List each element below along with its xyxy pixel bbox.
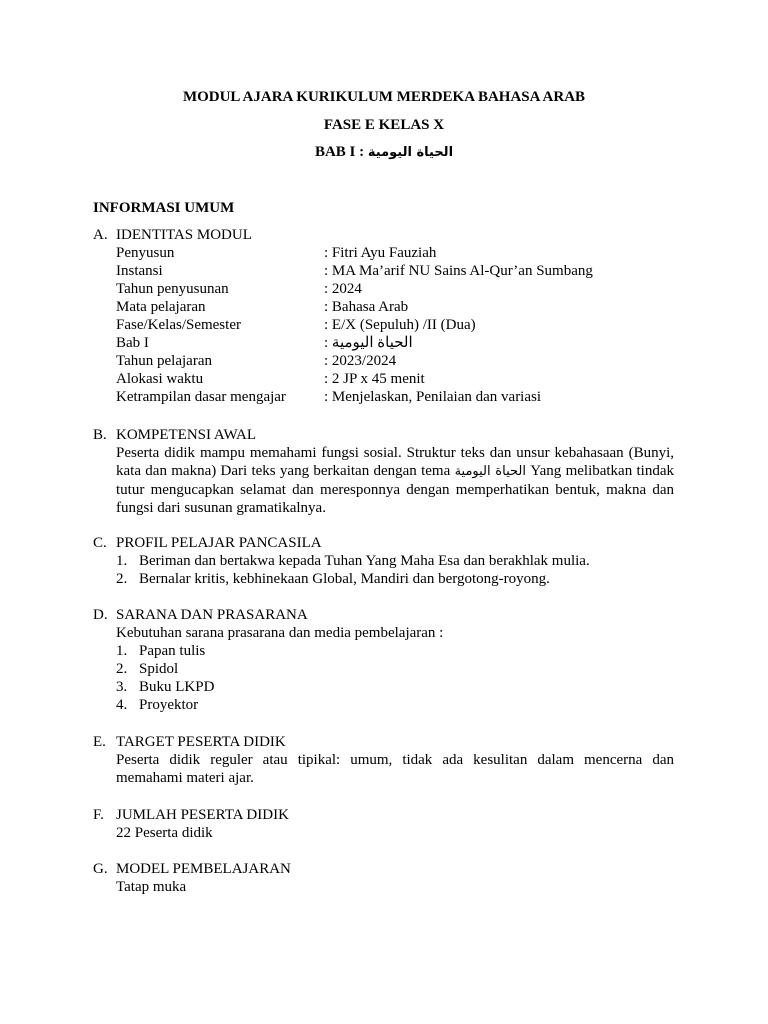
list-item (116, 642, 674, 660)
list-item (116, 678, 674, 696)
identity-table (116, 244, 674, 406)
section-title: MODEL PEMBELAJARAN (116, 861, 291, 877)
list-text: Papan tulis (139, 643, 206, 659)
list-item (116, 570, 674, 588)
list-text: Buku LKPD (139, 679, 215, 695)
identity-key: Fase/Kelas/Semester (116, 317, 241, 333)
section-title: IDENTITAS MODUL (116, 227, 252, 243)
document-subtitle-phase: FASE E KELAS X (323, 117, 445, 133)
section-header (93, 806, 674, 824)
section-title: PROFIL PELAJAR PANCASILA (116, 535, 322, 551)
identity-key: Instansi (116, 263, 163, 279)
list-text: Spidol (139, 661, 179, 677)
section-model (93, 860, 674, 896)
model-text: Tatap muka (116, 879, 187, 895)
sarana-body (116, 624, 674, 714)
section-title: JUMLAH PESERTA DIDIK (116, 807, 289, 823)
section-letter: E. (93, 734, 106, 750)
identity-key: Mata pelajaran (116, 299, 206, 315)
identity-value: : Bahasa Arab (324, 299, 409, 315)
sarana-intro: Kebutuhan sarana prasarana dan media pembelajaran : (116, 625, 444, 641)
section-title: TARGET PESERTA DIDIK (116, 734, 286, 750)
list-text: Bernalar kritis, kebhinekaan Global, Mandiri dan bergotong-royong. (139, 571, 550, 587)
section-sarana (93, 606, 674, 714)
identity-value: : الحياة اليومية (324, 335, 413, 351)
section-title: KOMPETENSI AWAL (116, 427, 257, 443)
chapter-arabic-title: الحياة اليومية (367, 145, 454, 160)
section-header (93, 534, 674, 552)
kompetensi-text-after: Yang melibatkan tindak tutur mengucapkan selamat dan meresponnya dengan memperhatikan bentuk, makna dan fungsi dari susunan gramatikalnya. (116, 463, 675, 516)
section-letter: C. (93, 535, 107, 551)
identity-key: Alokasi waktu (116, 371, 204, 387)
identity-row (116, 298, 674, 316)
chapter-prefix: BAB I : (314, 144, 368, 160)
kompetensi-arabic-theme: الحياة اليومية (454, 464, 526, 479)
list-number: 2. (116, 661, 128, 677)
list-number: 1. (116, 553, 128, 569)
target-paragraph: Peserta didik reguler atau tipikal: umum, tidak ada kesulitan dalam mencerna dan memahami materi ajar. (116, 752, 674, 786)
identity-row (116, 316, 674, 334)
identity-key: Tahun pelajaran (116, 353, 212, 369)
section-letter: D. (93, 607, 108, 623)
section-header (93, 733, 674, 751)
identity-value: : 2 JP x 45 menit (324, 371, 425, 387)
section-letter: F. (93, 807, 104, 823)
document-subtitle-chapter (0, 143, 768, 162)
identity-value: : Fitri Ayu Fauziah (324, 245, 437, 261)
jumlah-text: 22 Peserta didik (116, 825, 213, 841)
section-identitas (93, 226, 674, 406)
identity-row (116, 280, 674, 298)
section-jumlah (93, 806, 674, 842)
list-number: 3. (116, 679, 128, 695)
identity-value: : E/X (Sepuluh) /II (Dua) (324, 317, 476, 333)
list-text: Beriman dan bertakwa kepada Tuhan Yang Maha Esa dan berakhlak mulia. (139, 553, 590, 569)
list-number: 4. (116, 697, 128, 713)
list-item (116, 552, 674, 570)
identity-value: : MA Ma’arif NU Sains Al-Qur’an Sumbang (324, 263, 593, 279)
identity-row (116, 262, 674, 280)
identity-value: : 2024 (324, 281, 362, 297)
identity-value: : 2023/2024 (324, 353, 397, 369)
section-letter: B. (93, 427, 107, 443)
identity-key: Bab I (116, 335, 149, 351)
section-kompetensi (93, 426, 674, 517)
kompetensi-paragraph (116, 444, 674, 517)
identity-key: Ketrampilan dasar mengajar (116, 389, 286, 405)
identity-row (116, 388, 674, 406)
section-letter: G. (93, 861, 108, 877)
identity-row (116, 370, 674, 388)
section-header (93, 606, 674, 624)
profil-list (116, 552, 674, 588)
section-profil (93, 534, 674, 588)
identity-value: : Menjelaskan, Penilaian dan variasi (324, 389, 542, 405)
identity-row (116, 352, 674, 370)
list-number: 1. (116, 643, 128, 659)
identity-key: Penyusun (116, 245, 175, 261)
list-text: Proyektor (139, 697, 199, 713)
section-letter: A. (93, 227, 108, 243)
section-title: SARANA DAN PRASARANA (116, 607, 308, 623)
section-header (93, 226, 674, 244)
section-target (93, 733, 674, 787)
list-item (116, 696, 674, 714)
list-item (116, 660, 674, 678)
general-info-heading: INFORMASI UMUM (93, 200, 235, 216)
list-number: 2. (116, 571, 128, 587)
identity-row (116, 334, 674, 352)
section-header (93, 426, 674, 444)
document-title: MODUL AJARA KURIKULUM MERDEKA BAHASA ARAB (182, 89, 586, 105)
section-header (93, 860, 674, 878)
identity-row (116, 244, 674, 262)
kompetensi-text-before: Peserta didik mampu memahami fungsi sosial. Struktur teks dan unsur kebahasaan (Bunyi, kata dan makna) Dari teks yang berkaitan dengan tema (116, 445, 674, 479)
identity-key: Tahun penyusunan (116, 281, 229, 297)
